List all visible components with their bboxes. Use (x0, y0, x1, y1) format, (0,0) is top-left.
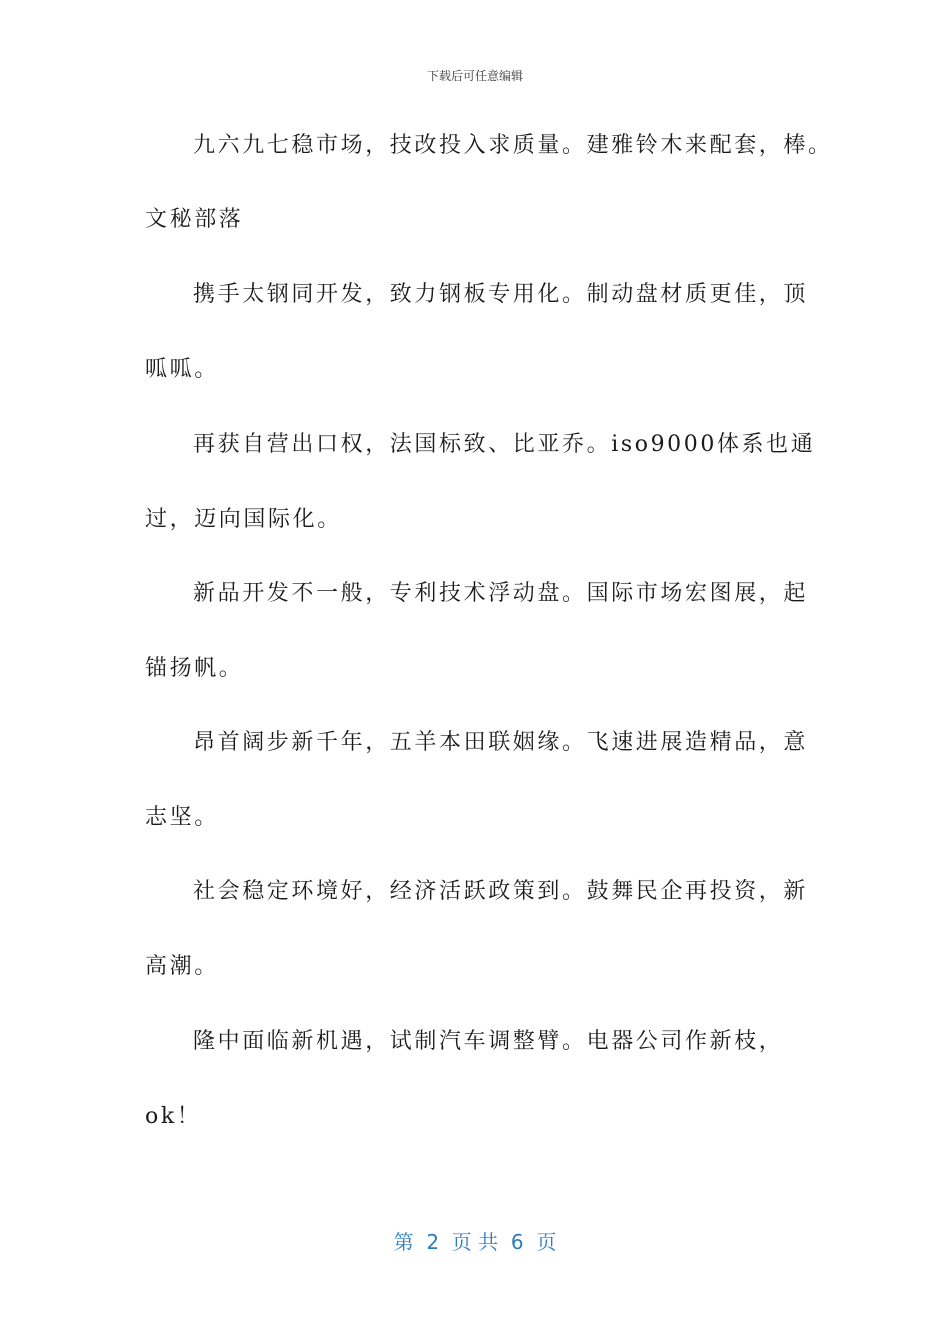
header-note: 下载后可任意编辑 (426, 69, 523, 83)
paragraph-1-line-2: 文秘部落 (145, 207, 244, 232)
paragraph-4-line-2: 锚扬帆。 (145, 656, 244, 681)
paragraph-1-line-1: 九六九七稳市场，技改投入求质量。建雅铃木来配套，棒。 (193, 133, 833, 158)
paragraph-2-line-2: 呱呱。 (145, 357, 219, 382)
paragraph-3-line-2: 过，迈向国际化。 (145, 507, 342, 532)
paragraph-3-line-1: 再获自营出口权，法国标致、比亚乔。iso9000体系也通 (193, 432, 816, 457)
paragraph-7-line-1: 隆中面临新机遇，试制汽车调整臂。电器公司作新枝， (193, 1029, 784, 1054)
paragraph-7-line-2: ok！ (145, 1104, 202, 1129)
paragraph-2-line-1: 携手太钢同开发，致力钢板专用化。制动盘材质更佳，顶 (193, 282, 809, 307)
paragraph-5-line-2: 志坚。 (145, 805, 219, 830)
paragraph-4-line-1: 新品开发不一般，专利技术浮动盘。国际市场宏图展，起 (193, 581, 809, 606)
paragraph-5-line-1: 昂首阔步新千年，五羊本田联姻缘。飞速进展造精品，意 (193, 730, 809, 755)
page-number-footer: 第 2 页 共 6 页 (393, 1230, 557, 1254)
paragraph-6-line-2: 高潮。 (145, 954, 219, 979)
paragraph-6-line-1: 社会稳定环境好，经济活跃政策到。鼓舞民企再投资，新 (193, 879, 809, 904)
